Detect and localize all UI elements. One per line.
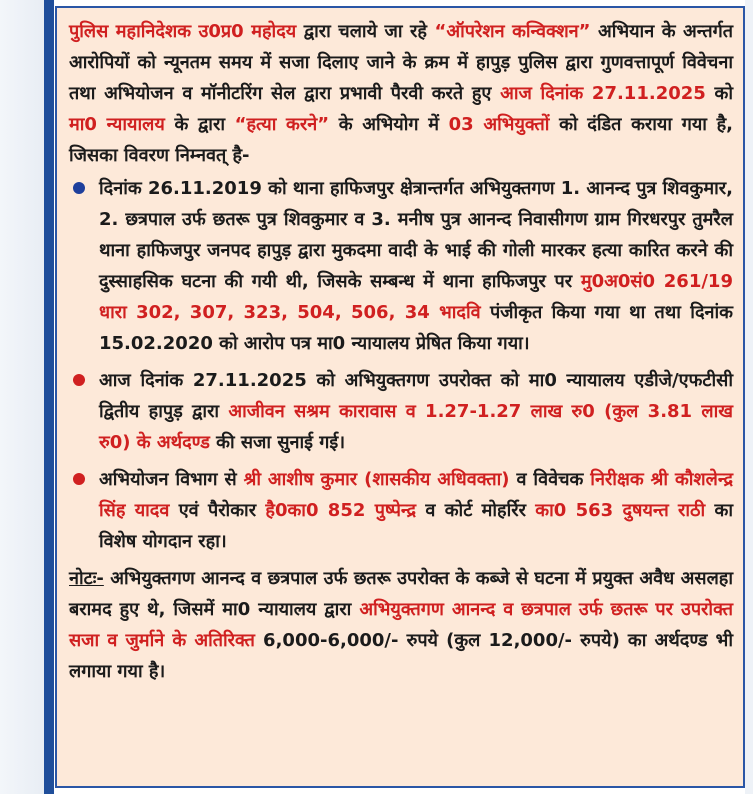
bullet-text: दिनांक 26.11.2019 को थाना हाफिजपुर क्षेत्रान्तर्गत अभियुक्तगण 1. आनन्द पुत्र शिवकुमार, 2. छत्रपाल उर्फ छतरू पुत्र शिवकुमार व 3. मनीष पुत्र आनन्द निवासीगण ग्राम गिरधरपुर तुमरैल थाना हाफिजपुर जनपद हापुड़ द्वारा मुकदमा वादी के भाई की गोली मारकर हत्या कारित करने की दुस्साहसिक घटना की गयी थी, जिसके सम्बन्ध में थाना हाफिजपुर पर [99, 178, 733, 292]
case-number-sections: मु0अ0सं0 261/19 धारा 302, 307, 323, 504, 506, 34 भादवि [99, 271, 733, 323]
intro-text: के अभियोग में [329, 114, 449, 135]
intro-date: आज दिनांक 27.11.2025 [500, 83, 706, 104]
bullet-dot-icon [73, 473, 85, 485]
intro-text: के द्वारा [164, 114, 235, 135]
intro-text: द्वारा चलाये जा रहे [296, 21, 435, 42]
press-note-card [55, 6, 745, 788]
intro-accused-count: 03 अभियुक्तों [448, 114, 550, 135]
prosecutor-name: श्री आशीष कुमार (शासकीय अधिवक्ता) [243, 469, 510, 490]
bullet-text: एवं पैरोकार [169, 500, 266, 521]
bullet-dot-icon [73, 182, 85, 194]
intro-text: को [705, 83, 733, 104]
note-text: 6,000-6,000/- रुपये (कुल 12,000/- रुपये) का अर्थदण्ड भी लगाया गया है। [69, 630, 733, 682]
pairokar-name: है0का0 852 पुष्पेन्द्र [265, 500, 417, 521]
intro-paragraph [69, 16, 733, 171]
bullet-text: व विवेचक [509, 469, 591, 490]
bullet-text: अभियोजन विभाग से [99, 469, 244, 490]
bullet-item-case-details [69, 173, 733, 359]
left-blue-border-strip [44, 0, 54, 794]
court-moharrir-name: का0 563 दुषयन्त राठी [535, 500, 706, 521]
intro-court: मा0 न्यायालय [69, 114, 165, 135]
bullet-item-sentence [69, 365, 733, 458]
note-paragraph [69, 563, 733, 687]
investigator-name: निरीक्षक श्री कौशलेन्द्र सिंह यादव [99, 469, 733, 521]
operation-name: “ऑपरेशन कन्विक्शन” [434, 21, 591, 42]
intro-offence: “हत्या करने” [234, 114, 330, 135]
bullet-text: की सजा सुनाई गई। [209, 432, 346, 453]
bullet-item-contributors [69, 464, 733, 557]
note-text: अभियुक्तगण आनन्द व छत्रपाल उर्फ छतरू उपरोक्त के कब्जे से घटना में प्रयुक्त अवैध असलहा बरामद हुए थे, जिसमें मा0 न्यायालय द्वारा [69, 568, 733, 620]
sentence-details: आजीवन सश्रम कारावास व 1.27-1.27 लाख रु0 (कुल 3.81 लाख रु0) के अर्थदण्ड [99, 401, 733, 453]
bullet-text: पंजीकृत किया गया था तथा दिनांक 15.02.2020 को आरोप पत्र मा0 न्यायालय प्रेषित किया गया। [99, 302, 733, 354]
bullet-dot-icon [73, 374, 85, 386]
intro-text: अभियान के अन्तर्गत आरोपियों को न्यूनतम समय में सजा दिलाए जाने के क्रम में हापुड़ पुलिस द्वारा गुणवत्तापूर्ण विवेचना तथा अभियोजन व मॉनीटरिंग सेल द्वारा प्रभावी पैरवी करते हुए [69, 21, 733, 104]
note-highlight: अभियुक्तगण आनन्द व छत्रपाल उर्फ छतरू पर उपरोक्त सजा व जुर्माने के अतिरिक्त [69, 599, 733, 651]
note-label: नोटः- [69, 568, 104, 589]
bullet-text: आज दिनांक 27.11.2025 को अभियुक्तगण उपरोक्त को मा0 न्यायालय एडीजे/एफटीसी द्वितीय हापुड़ द्वारा [99, 370, 733, 422]
intro-authority: पुलिस महानिदेशक उ0प्र0 महोदय [69, 21, 297, 42]
bullet-text: का विशेष योगदान रहा। [99, 500, 733, 552]
right-background-rail [745, 0, 753, 794]
bullet-text: व कोर्ट मोहर्रिर [416, 500, 536, 521]
intro-text: को दंडित कराया गया है, जिसका विवरण निम्नवत् है- [69, 114, 734, 166]
